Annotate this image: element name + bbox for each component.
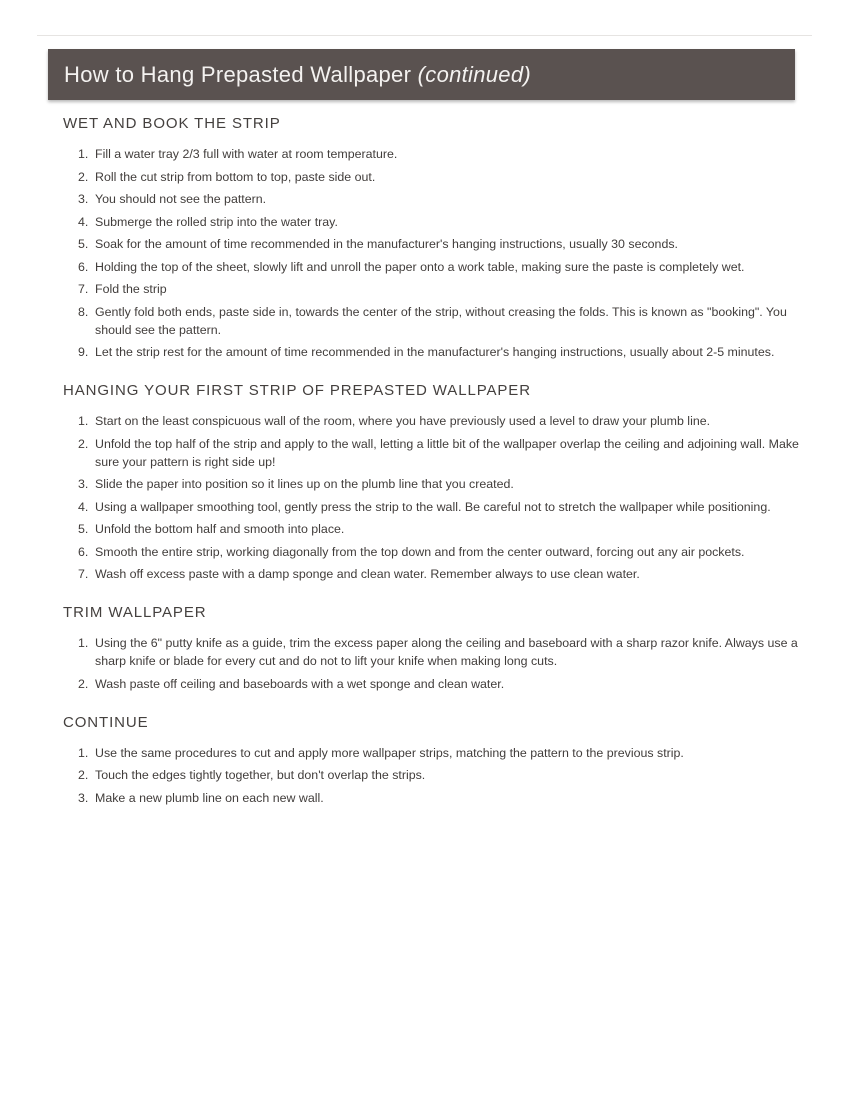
list-item bbox=[78, 412, 801, 430]
title-continued: (continued) bbox=[417, 61, 532, 87]
list-item bbox=[78, 520, 801, 538]
list-item bbox=[78, 168, 801, 186]
instructions-content bbox=[63, 115, 801, 807]
item-number: 5. bbox=[78, 237, 89, 251]
item-number: 3. bbox=[78, 477, 89, 491]
item-number: 3. bbox=[78, 790, 89, 805]
item-text: Wash off excess paste with a damp sponge and clean water. Remember always to use clean water. bbox=[95, 567, 640, 581]
list-item bbox=[78, 675, 801, 693]
instruction-section bbox=[63, 115, 801, 361]
list-item bbox=[78, 475, 801, 493]
section-heading: HANGING YOUR FIRST STRIP OF PREPASTED WALLPAPER bbox=[63, 382, 531, 399]
item-text: Submerge the rolled strip into the water tray. bbox=[95, 214, 338, 229]
page-title bbox=[64, 62, 531, 88]
item-number: 2. bbox=[78, 436, 89, 451]
item-text: Fold the strip bbox=[95, 282, 167, 296]
item-text: Unfold the bottom half and smooth into place. bbox=[95, 522, 345, 536]
item-text: Touch the edges tightly together, but don't overlap the strips. bbox=[95, 768, 426, 782]
step-list bbox=[63, 412, 801, 583]
list-item bbox=[78, 789, 801, 807]
item-text: Unfold the top half of the strip and apply to the wall, letting a little bit of the wallpaper overlap the ceiling and adjoining wall. Make sure your pattern is right side up! bbox=[95, 436, 799, 469]
list-item bbox=[78, 280, 801, 298]
item-number: 8. bbox=[78, 304, 89, 319]
item-number: 1. bbox=[78, 745, 89, 760]
item-text: Gently fold both ends, paste side in, towards the center of the strip, without creasing the folds. This is known as "booking". You should see the pattern. bbox=[95, 304, 787, 337]
item-number: 2. bbox=[78, 169, 89, 184]
list-item bbox=[78, 498, 801, 516]
instruction-section bbox=[63, 382, 801, 583]
item-text: Fill a water tray 2/3 full with water at room temperature. bbox=[95, 147, 398, 161]
item-number: 5. bbox=[78, 522, 89, 536]
step-list bbox=[63, 145, 801, 361]
step-list bbox=[63, 634, 801, 693]
item-text: Slide the paper into position so it lines up on the plumb line that you created. bbox=[95, 477, 514, 491]
list-item bbox=[78, 634, 801, 670]
item-number: 2. bbox=[78, 676, 89, 691]
item-text: Using the 6" putty knife as a guide, trim the excess paper along the ceiling and baseboard with a sharp razor knife. Always use a sharp knife or blade for every cut and do not to lift your knife when making long cuts. bbox=[95, 636, 798, 668]
list-item bbox=[78, 213, 801, 231]
section-heading: CONTINUE bbox=[63, 713, 149, 731]
item-number: 4. bbox=[78, 499, 89, 514]
item-number: 6. bbox=[78, 259, 89, 274]
item-number: 1. bbox=[78, 147, 89, 161]
title-bar bbox=[48, 49, 795, 100]
item-number: 7. bbox=[78, 567, 89, 581]
list-item bbox=[78, 435, 801, 471]
item-text: Wash paste off ceiling and baseboards with a wet sponge and clean water. bbox=[95, 676, 505, 691]
item-text: Soak for the amount of time recommended in the manufacturer's hanging instructions, usually 30 seconds. bbox=[95, 237, 678, 251]
list-item bbox=[78, 766, 801, 784]
page-top-edge bbox=[37, 35, 812, 36]
section-heading: TRIM WALLPAPER bbox=[63, 604, 207, 621]
list-item bbox=[78, 303, 801, 339]
list-item bbox=[78, 190, 801, 208]
section-heading: WET AND BOOK THE STRIP bbox=[63, 115, 281, 132]
item-number: 6. bbox=[78, 544, 89, 559]
list-item bbox=[78, 145, 801, 163]
list-item bbox=[78, 235, 801, 253]
instruction-section bbox=[63, 714, 801, 807]
item-number: 3. bbox=[78, 192, 89, 206]
item-text: Let the strip rest for the amount of time recommended in the manufacturer's hanging instructions, usually about 2-5 minutes. bbox=[95, 345, 775, 359]
list-item bbox=[78, 744, 801, 762]
item-number: 1. bbox=[78, 636, 89, 650]
item-text: Using a wallpaper smoothing tool, gently press the strip to the wall. Be careful not to stretch the wallpaper while positioning. bbox=[95, 499, 771, 514]
item-number: 9. bbox=[78, 345, 89, 359]
item-number: 7. bbox=[78, 282, 89, 296]
title-text: How to Hang Prepasted Wallpaper bbox=[64, 61, 412, 87]
item-text: Smooth the entire strip, working diagonally from the top down and from the center outward, forcing out any air pockets. bbox=[95, 544, 745, 559]
list-item bbox=[78, 258, 801, 276]
list-item bbox=[78, 543, 801, 561]
item-number: 2. bbox=[78, 768, 89, 782]
list-item bbox=[78, 343, 801, 361]
item-text: Make a new plumb line on each new wall. bbox=[95, 790, 324, 805]
item-text: Start on the least conspicuous wall of the room, where you have previously used a level to draw your plumb line. bbox=[95, 414, 711, 428]
instruction-section bbox=[63, 604, 801, 693]
step-list bbox=[63, 744, 801, 807]
item-text: Roll the cut strip from bottom to top, paste side out. bbox=[95, 169, 376, 184]
item-text: Use the same procedures to cut and apply more wallpaper strips, matching the pattern to the previous strip. bbox=[95, 745, 684, 760]
item-number: 4. bbox=[78, 214, 89, 229]
item-text: Holding the top of the sheet, slowly lift and unroll the paper onto a work table, making sure the paste is completely wet. bbox=[95, 259, 745, 274]
item-text: You should not see the pattern. bbox=[95, 192, 267, 206]
list-item bbox=[78, 565, 801, 583]
item-number: 1. bbox=[78, 414, 89, 428]
